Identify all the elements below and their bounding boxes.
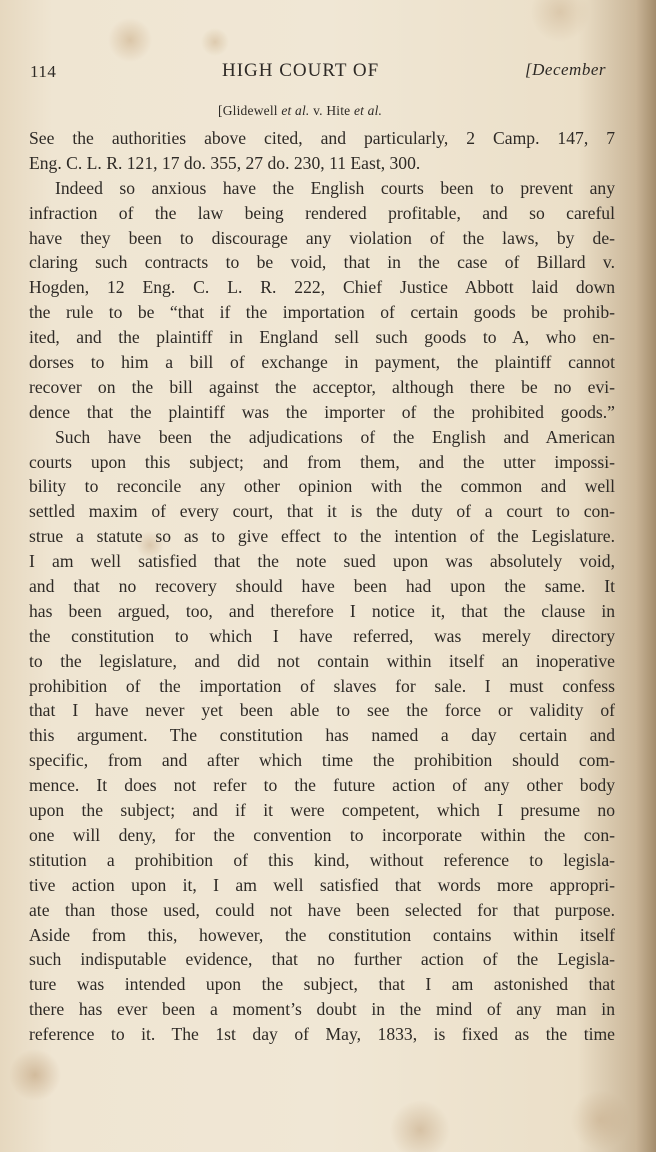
text-line: Eng. C. L. R. 121, 17 do. 355, 27 do. 230, 11 East, 300. [29, 152, 421, 173]
text-line: specific, from and after which time the prohibition should com- [29, 750, 615, 771]
text-line: such indisputable evidence, that no further action of the Legisla- [29, 949, 615, 970]
text-line: there has ever been a moment’s doubt in the mind of any man in [29, 999, 615, 1020]
text-line: Indeed so anxious have the English courts been to prevent any [55, 177, 615, 198]
text-line: upon the subject; and if it were competent, which I presume no [29, 800, 615, 821]
text-line: have they been to discourage any violation of the laws, by de- [29, 227, 615, 248]
text-line: and that no recovery should have been had upon the same. It [29, 576, 615, 597]
text-line: to the legislature, and did not contain within itself an inoperative [29, 650, 615, 671]
text-line: ate than those used, could not have been selected for that purpose. [29, 899, 615, 920]
text-line: claring such contracts to be void, that in the case of Billard v. [29, 252, 615, 273]
text-line: the rule to be “that if the importation of certain goods be prohib- [29, 302, 615, 323]
text-line: the constitution to which I have referred, was merely directory [29, 625, 615, 646]
text-line: has been argued, too, and therefore I notice it, that the clause in [29, 600, 615, 621]
text-line: one will deny, for the convention to incorporate within the con- [29, 824, 615, 845]
text-line: Hogden, 12 Eng. C. L. R. 222, Chief Justice Abbott laid down [29, 277, 615, 298]
text-line: mence. It does not refer to the future action of any other body [29, 775, 615, 796]
text-line: See the authorities above cited, and particularly, 2 Camp. 147, 7 [29, 128, 615, 148]
running-date: [December [525, 60, 606, 79]
case-caption-plaintiff: [Glidewell [218, 103, 282, 118]
text-line: prohibition of the importation of slaves for sale. I must confess [29, 675, 615, 696]
text-line: infraction of the law being rendered profitable, and so careful [29, 202, 615, 223]
text-line: bility to reconcile any other opinion with the common and well [29, 476, 615, 497]
text-line: ture was intended upon the subject, that I am astonished that [29, 974, 615, 995]
case-caption-etal-2: et al. [353, 103, 383, 118]
running-title: HIGH COURT OF [222, 60, 380, 81]
text-line: reference to it. The 1st day of May, 1833, is fixed as the time [29, 1024, 615, 1045]
text-line: recover on the bill against the acceptor, although there be no evi- [29, 376, 615, 397]
case-caption-etal-1: et al. [281, 103, 310, 118]
running-header [30, 60, 606, 88]
text-line: strue a statute so as to give effect to the intention of the Legislature. [29, 526, 615, 547]
case-caption [218, 103, 382, 119]
text-line: stitution a prohibition of this kind, without reference to legisla- [29, 849, 615, 870]
text-line: dorses to him a bill of exchange in payment, the plaintiff cannot [29, 352, 615, 373]
text-line: Such have been the adjudications of the English and American [55, 426, 615, 447]
text-line: that I have never yet been able to see the force or validity of [29, 700, 615, 721]
page-number: 114 [30, 62, 57, 81]
text-line: ited, and the plaintiff in England sell such goods to A, who en- [29, 327, 615, 348]
text-line: dence that the plaintiff was the importer of the prohibited goods.” [29, 401, 615, 422]
case-caption-versus: v. Hite [309, 103, 354, 118]
text-line: tive action upon it, I am well satisfied that words more appropri- [29, 874, 615, 895]
text-line: courts upon this subject; and from them, and the utter impossi- [29, 451, 615, 472]
text-line: settled maxim of every court, that it is the duty of a court to con- [29, 501, 615, 522]
text-line: I am well satisfied that the note sued upon was absolutely void, [29, 551, 615, 572]
text-line: this argument. The constitution has named a day certain and [29, 725, 615, 746]
text-line: Aside from this, however, the constitution contains within itself [29, 924, 615, 945]
body-text [29, 126, 615, 1047]
